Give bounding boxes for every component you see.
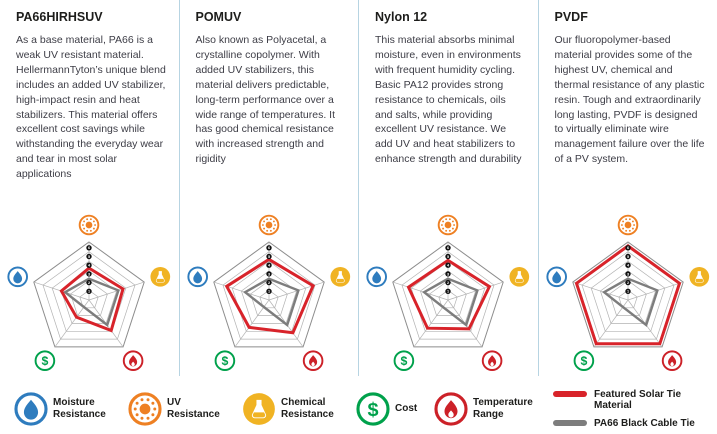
sun-icon [259,216,278,235]
flame-icon [124,351,143,370]
svg-text:$: $ [580,354,588,369]
flask-icon [242,392,276,426]
svg-text:$: $ [367,398,379,421]
dollar-icon [574,351,593,370]
axis-tick-label: 6 [88,246,91,251]
axis-tick-label: 4 [88,263,91,268]
legend-item-moisture [14,392,119,426]
flame-icon [434,392,468,426]
material-title: Nylon 12 [375,10,428,24]
sun-icon [128,392,162,426]
flask-icon [330,267,350,287]
material-description: Our fluoropolymer-based material provides some of the highest UV, chemical and thermal resistance of any plastic resin. Tough and extraordinarily long lasting, PVDF is designed to virtually eliminate wire management failure over the life of a PV system. [554,34,705,166]
material-title: PA66HIRHSUV [16,10,103,24]
dollar-icon [36,351,55,370]
material-column-pa66hirhsuv [0,0,179,376]
axis-tick-label: 1 [626,289,629,294]
axis-tick-label: 4 [447,263,450,268]
material-column-pomuv [179,0,359,376]
radar-chart-pomuv [187,214,351,374]
dollar-icon [395,351,414,370]
radar-axis-spoke [393,282,448,300]
svg-text:$: $ [221,354,229,369]
material-description: Also known as Polyacetal, a crystalline copolymer. With added UV stabilizers, this material delivers predictable, long-term performance over a wide range of temperatures. It has good chemical resistance with increased strength and rigidity [195,34,335,166]
axis-tick-label: 2 [447,280,450,285]
material-column-pvdf [538,0,717,376]
dollar-icon [356,392,390,426]
legend-line-keys [553,389,711,430]
legend-item-chemical [242,392,347,426]
axis-tick-label: 4 [626,263,629,268]
radar-axis-spoke [214,282,269,300]
radar-chart-nylon12 [366,214,530,374]
material-description: This material absorbs minimal moisture, even in environments with frequent humidity cycling. Basic PA12 provides strong resistance to chemicals, oils and salts, while providing excellent UV resistance. We add UV and heat stabilizers to enhance strength and durability [375,34,522,166]
droplet-icon [14,392,48,426]
legend-line-label: PA66 Black Cable Tie [594,417,695,429]
axis-tick-label: 5 [626,254,629,259]
reference-line-swatch [553,420,587,426]
legend-line-featured [553,389,711,412]
material-description: As a base material, PA66 is a weak UV resistant material. HellermannTyton’s unique blend includes an added UV stabilizer, high-impact resin and heat stabilizers. This material offers excellent cost savings while withstanding the everyday wear and tear in most solar applications [16,34,166,181]
radar-chart-pa66hirhsuv [7,214,171,374]
axis-tick-label: 5 [88,254,91,259]
legend-label: Moisture Resistance [53,396,106,420]
dollar-icon [215,351,234,370]
flame-icon [304,351,323,370]
legend-label: Cost [395,402,418,414]
legend-line-label: Featured Solar Tie Material [594,388,682,411]
axis-tick-label: 1 [447,289,450,294]
material-column-nylon12 [358,0,538,376]
droplet-icon [9,267,28,286]
legend-label: Temperature Range [473,396,533,420]
flame-icon [483,351,502,370]
axis-tick-label: 6 [447,246,450,251]
featured-series-line [226,259,312,332]
legend-item-cost [356,392,425,426]
axis-tick-label: 3 [447,272,450,277]
sun-icon [80,216,99,235]
radar-chart-pvdf [546,214,710,374]
legend-label: UV Resistance [167,396,220,420]
flask-icon [510,267,530,287]
axis-tick-label: 4 [267,263,270,268]
legend-line-reference [553,418,711,430]
axis-tick-label: 2 [88,280,91,285]
axis-tick-label: 3 [626,272,629,277]
svg-text:$: $ [41,354,49,369]
droplet-icon [188,267,207,286]
axis-tick-label: 1 [88,289,91,294]
radar-chart-svg [546,214,710,374]
axis-tick-label: 1 [267,289,270,294]
axis-tick-label: 5 [447,254,450,259]
legend-item-uv [128,392,233,426]
featured-line-swatch [553,391,587,397]
axis-tick-label: 2 [626,280,629,285]
sun-icon [618,216,637,235]
flask-icon [689,267,709,287]
axis-tick-label: 2 [267,280,270,285]
legend-label: Chemical Resistance [281,396,334,420]
axis-tick-label: 5 [267,254,270,259]
flask-icon [151,267,171,287]
radar-chart-svg [187,214,351,374]
legend-item-temperature [434,392,539,426]
axis-tick-label: 3 [267,272,270,277]
sun-icon [439,216,458,235]
flame-icon [663,351,682,370]
axis-tick-label: 6 [626,246,629,251]
axis-tick-label: 3 [88,272,91,277]
droplet-icon [368,267,387,286]
droplet-icon [547,267,566,286]
legend [14,389,711,430]
radar-chart-svg [366,214,530,374]
radar-chart-svg [7,214,171,374]
axis-tick-label: 6 [267,246,270,251]
material-title: PVDF [554,10,588,24]
material-title: POMUV [195,10,242,24]
svg-text:$: $ [400,354,408,369]
